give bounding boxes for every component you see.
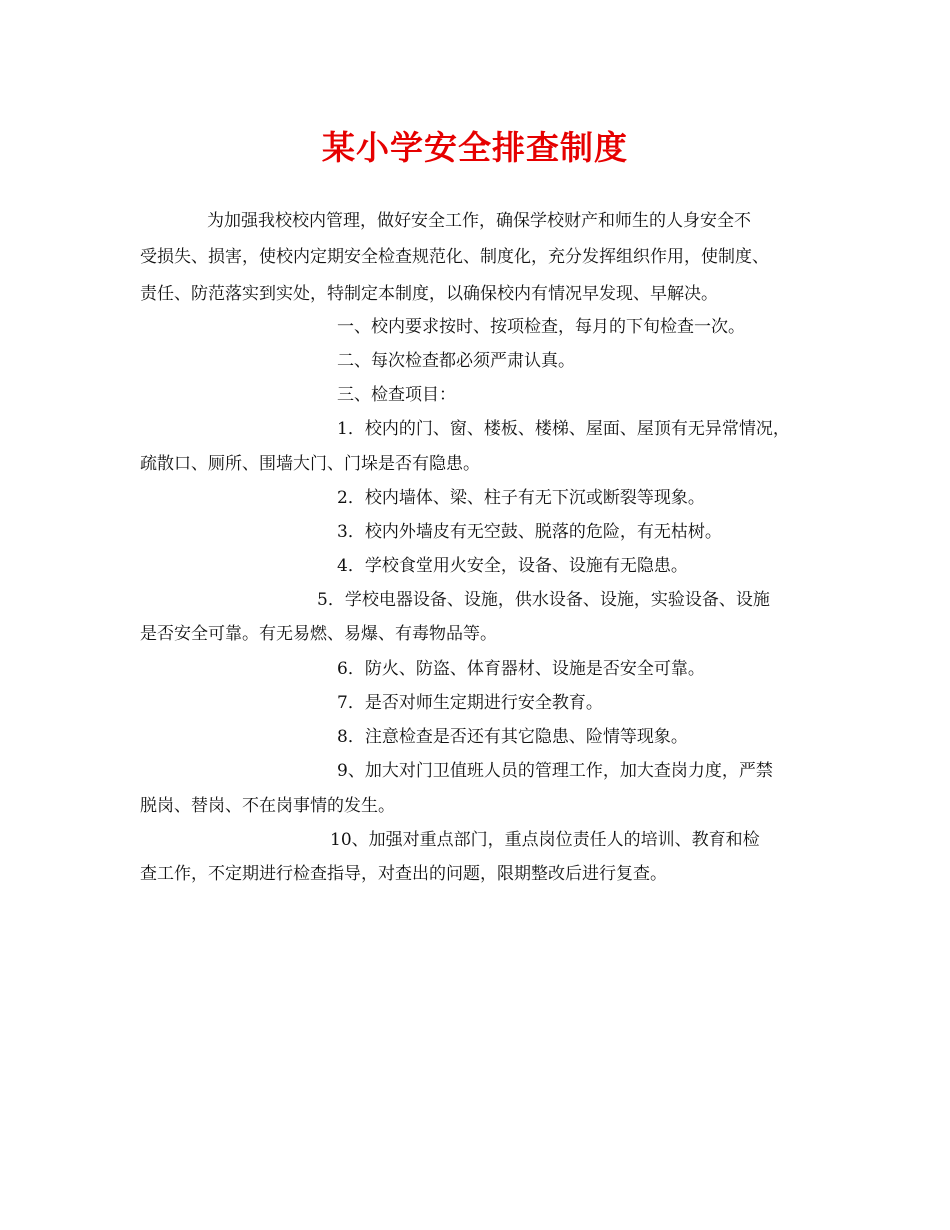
intro-line-1: 为加强我校校内管理，做好安全工作，确保学校财产和师生的人身安全不 (207, 211, 751, 231)
item-6: 6．防火、防盗、体育器材、设施是否安全可靠。 (337, 659, 705, 679)
item-2: 2．校内墙体、梁、柱子有无下沉或断裂等现象。 (337, 488, 705, 508)
item-10-line-2: 查工作，不定期进行检查指导，对查出的问题，限期整改后进行复查。 (140, 864, 667, 884)
item-5-line-1: 5．学校电器设备、设施，供水设备、设施，实验设备、设施 (317, 590, 770, 610)
document-title: 某小学安全排查制度 (322, 128, 628, 167)
rule-1: 一、校内要求按时、按项检查，每月的下旬检查一次。 (337, 317, 745, 337)
intro-line-2: 受损失、损害，使校内定期安全检查规范化、制度化，充分发挥组织作用，使制度、 (140, 247, 769, 267)
item-9-line-1: 9、加大对门卫值班人员的管理工作，加大查岗力度，严禁 (337, 761, 773, 781)
item-9-line-2: 脱岗、替岗、不在岗事情的发生。 (140, 796, 395, 816)
item-5-line-2: 是否安全可靠。有无易燃、易爆、有毒物品等。 (140, 624, 497, 644)
rule-2: 二、每次检查都必须严肃认真。 (337, 351, 575, 371)
item-1-line-2: 疏散口、厕所、围墙大门、门垛是否有隐患。 (140, 454, 480, 474)
item-8: 8．注意检查是否还有其它隐患、险情等现象。 (337, 727, 688, 747)
item-4: 4．学校食堂用火安全，设备、设施有无隐患。 (337, 556, 688, 576)
item-1-line-1: 1．校内的门、窗、楼板、楼梯、屋面、屋顶有无异常情况， (337, 419, 790, 439)
intro-line-3: 责任、防范落实到实处，特制定本制度，以确保校内有情况早发现、早解决。 (140, 284, 718, 304)
rule-3-heading: 三、检查项目： (337, 385, 456, 405)
item-3: 3．校内外墙皮有无空鼓、脱落的危险，有无枯树。 (337, 522, 722, 542)
item-10-line-1: 10、加强对重点部门，重点岗位责任人的培训、教育和检 (330, 830, 760, 850)
item-7: 7．是否对师生定期进行安全教育。 (337, 693, 603, 713)
